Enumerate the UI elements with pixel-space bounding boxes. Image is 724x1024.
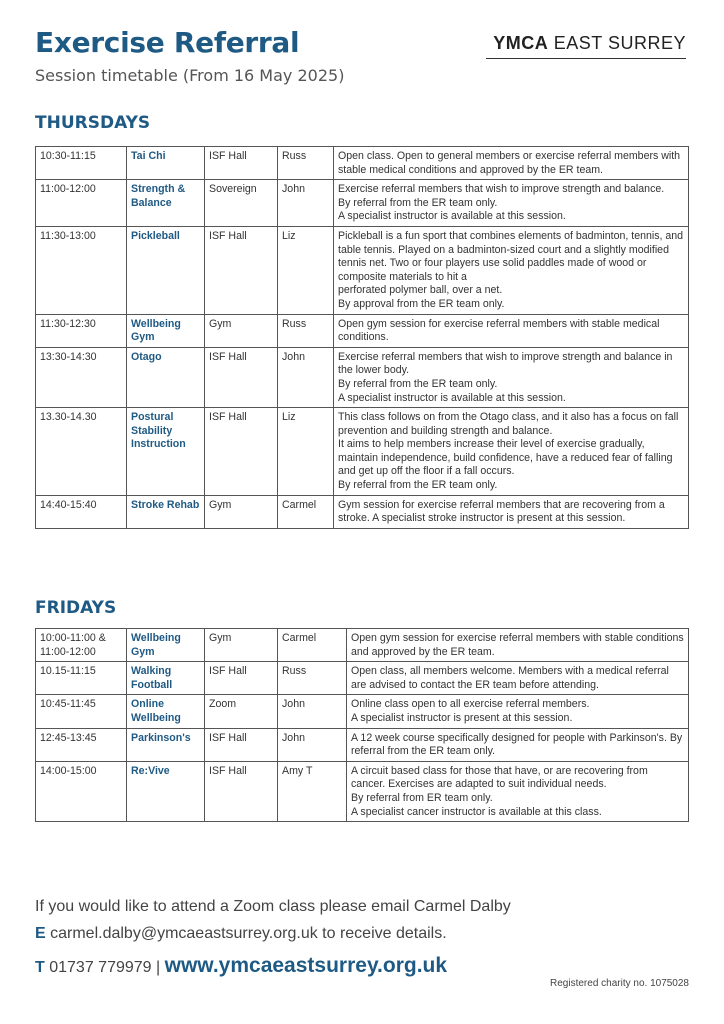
description-line: A specialist instructor is available at this session. [338,391,566,404]
venue: ISF Hall [205,662,278,695]
session-time: 10:00-11:00 & 11:00-12:00 [36,629,127,662]
session-time: 13:30-14:30 [36,347,127,407]
class-name: Wellbeing Gym [127,314,205,347]
class-description [334,226,689,314]
logo-east-surrey: EAST SURREY [548,33,686,53]
table-row [36,629,689,662]
class-name: Strength & Balance [127,180,205,227]
instructor: Russ [278,147,334,180]
session-time: 14:40-15:40 [36,495,127,528]
instructor: John [278,180,334,227]
venue: ISF Hall [205,728,278,761]
thursdays-table [35,146,689,529]
class-description [347,662,689,695]
table-row [36,761,689,821]
table-row [36,180,689,227]
table-row [36,314,689,347]
table-row [36,495,689,528]
class-description [347,695,689,728]
description-line: perforated polymer ball, over a net. [338,284,503,297]
class-description [334,147,689,180]
venue: ISF Hall [205,408,278,496]
table-row [36,347,689,407]
description-line: Open class. Open to general members or exercise referral members with stable medical conditions and approved by the ER team. [338,150,681,176]
venue: ISF Hall [205,226,278,314]
description-line: A 12 week course specifically designed for people with Parkinson's. By referral from the ER team only. [351,731,683,758]
description-line: By referral from the ER team only. [338,196,498,209]
class-name: Re:Vive [127,761,205,821]
instructor: John [278,695,347,728]
class-description [347,728,689,761]
venue: Gym [205,629,278,662]
session-time: 14:00-15:00 [36,761,127,821]
class-description [334,314,689,347]
instructor: Liz [278,408,334,496]
class-name: Parkinson's [127,728,205,761]
phone-line [35,954,447,978]
fridays-table [35,628,689,822]
instructor: Amy T [278,761,347,821]
description-line: By referral from ER team only. [351,791,493,804]
class-description [347,761,689,821]
venue: ISF Hall [205,147,278,180]
fridays-heading: FRIDAYS [35,598,117,618]
table-row [36,408,689,496]
logo-ymca: YMCA [493,33,549,53]
description-line: Online class open to all exercise referral members. [351,698,590,711]
description-line: Exercise referral members that wish to improve strength and balance. [338,183,665,196]
page-subtitle: Session timetable (From 16 May 2025) [35,66,345,85]
instructor: Liz [278,226,334,314]
table-row [36,662,689,695]
table-row [36,226,689,314]
class-name: Walking Football [127,662,205,695]
class-name: Postural Stability Instruction [127,408,205,496]
instructor: Russ [278,662,347,695]
instructor: John [278,728,347,761]
email-line [35,925,447,943]
zoom-note: If you would like to attend a Zoom class please email Carmel Dalby [35,898,511,915]
session-time: 10.15-11:15 [36,662,127,695]
description-line: By referral from the ER team only. [338,377,498,390]
description-line: Exercise referral members that wish to improve strength and balance in the lower body. [338,350,673,377]
session-time: 12:45-13:45 [36,728,127,761]
description-line: Gym session for exercise referral members that are recovering from a stroke. A specialist stroke instructor is present at this session. [338,498,665,525]
class-name: Tai Chi [127,147,205,180]
session-time: 11:00-12:00 [36,180,127,227]
session-time: 10:30-11:15 [36,147,127,180]
thursdays-heading: THURSDAYS [35,113,151,133]
class-name: Otago [127,347,205,407]
description-line: A specialist cancer instructor is available at this class. [351,805,602,818]
class-name: Pickleball [127,226,205,314]
class-description [347,629,689,662]
table-row [36,147,689,180]
venue: Gym [205,314,278,347]
email-label: E [35,925,46,942]
instructor: Carmel [278,629,347,662]
venue: ISF Hall [205,761,278,821]
description-line: A circuit based class for those that have, or are recovering from cancer. Exercises are adapted to suit individual needs. [351,764,648,791]
class-name: Stroke Rehab [127,495,205,528]
description-line: A specialist instructor is present at this session. [351,711,573,724]
website-link[interactable]: www.ymcaeastsurrey.org.uk [164,954,448,977]
class-name: Online Wellbeing [127,695,205,728]
charity-number: Registered charity no. 1075028 [550,978,689,989]
description-line: A specialist instructor is available at this session. [338,210,566,223]
description-line: This class follows on from the Otago class, and it also has a focus on fall prevention and building strength and balance. [338,411,679,437]
description-line: Open gym session for exercise referral members with stable conditions and approved by the ER team. [351,632,684,658]
instructor: Carmel [278,495,334,528]
venue: Zoom [205,695,278,728]
session-time: 11:30-12:30 [36,314,127,347]
instructor: John [278,347,334,407]
description-line: By referral from the ER team only. [338,479,498,492]
logo-underline [486,58,686,59]
table-row [36,728,689,761]
email-text: carmel.dalby@ymcaeastsurrey.org.uk to receive details. [45,925,447,942]
phone-text: 01737 779979 | [44,959,165,976]
venue: Sovereign [205,180,278,227]
description-line: It aims to help members increase their level of exercise gradually, maintain independence, build confidence, have a reduced fear of falling and get up off the floor if a fall occurs. [338,438,673,478]
class-name: Wellbeing Gym [127,629,205,662]
venue: ISF Hall [205,347,278,407]
instructor: Russ [278,314,334,347]
description-line: Pickleball is a fun sport that combines elements of badminton, tennis, and table tennis. Played on a badminton-sized court and a slightly modified tennis net. Two or four players use solid paddles made of wood or composite materials to hit a [338,229,684,283]
description-line: Open gym session for exercise referral members with stable medical conditions. [338,317,660,344]
class-description [334,408,689,496]
ymca-logo [493,33,686,54]
page-title: Exercise Referral [35,26,300,59]
class-description [334,180,689,227]
table-row [36,695,689,728]
session-time: 10:45-11:45 [36,695,127,728]
session-time: 11:30-13:00 [36,226,127,314]
class-description [334,495,689,528]
description-line: Open class, all members welcome. Members with a medical referral are advised to contact the ER team before attending. [351,665,669,691]
phone-label: T [35,959,45,976]
venue: Gym [205,495,278,528]
description-line: By approval from the ER team only. [338,297,505,310]
session-time: 13.30-14.30 [36,408,127,496]
class-description [334,347,689,407]
